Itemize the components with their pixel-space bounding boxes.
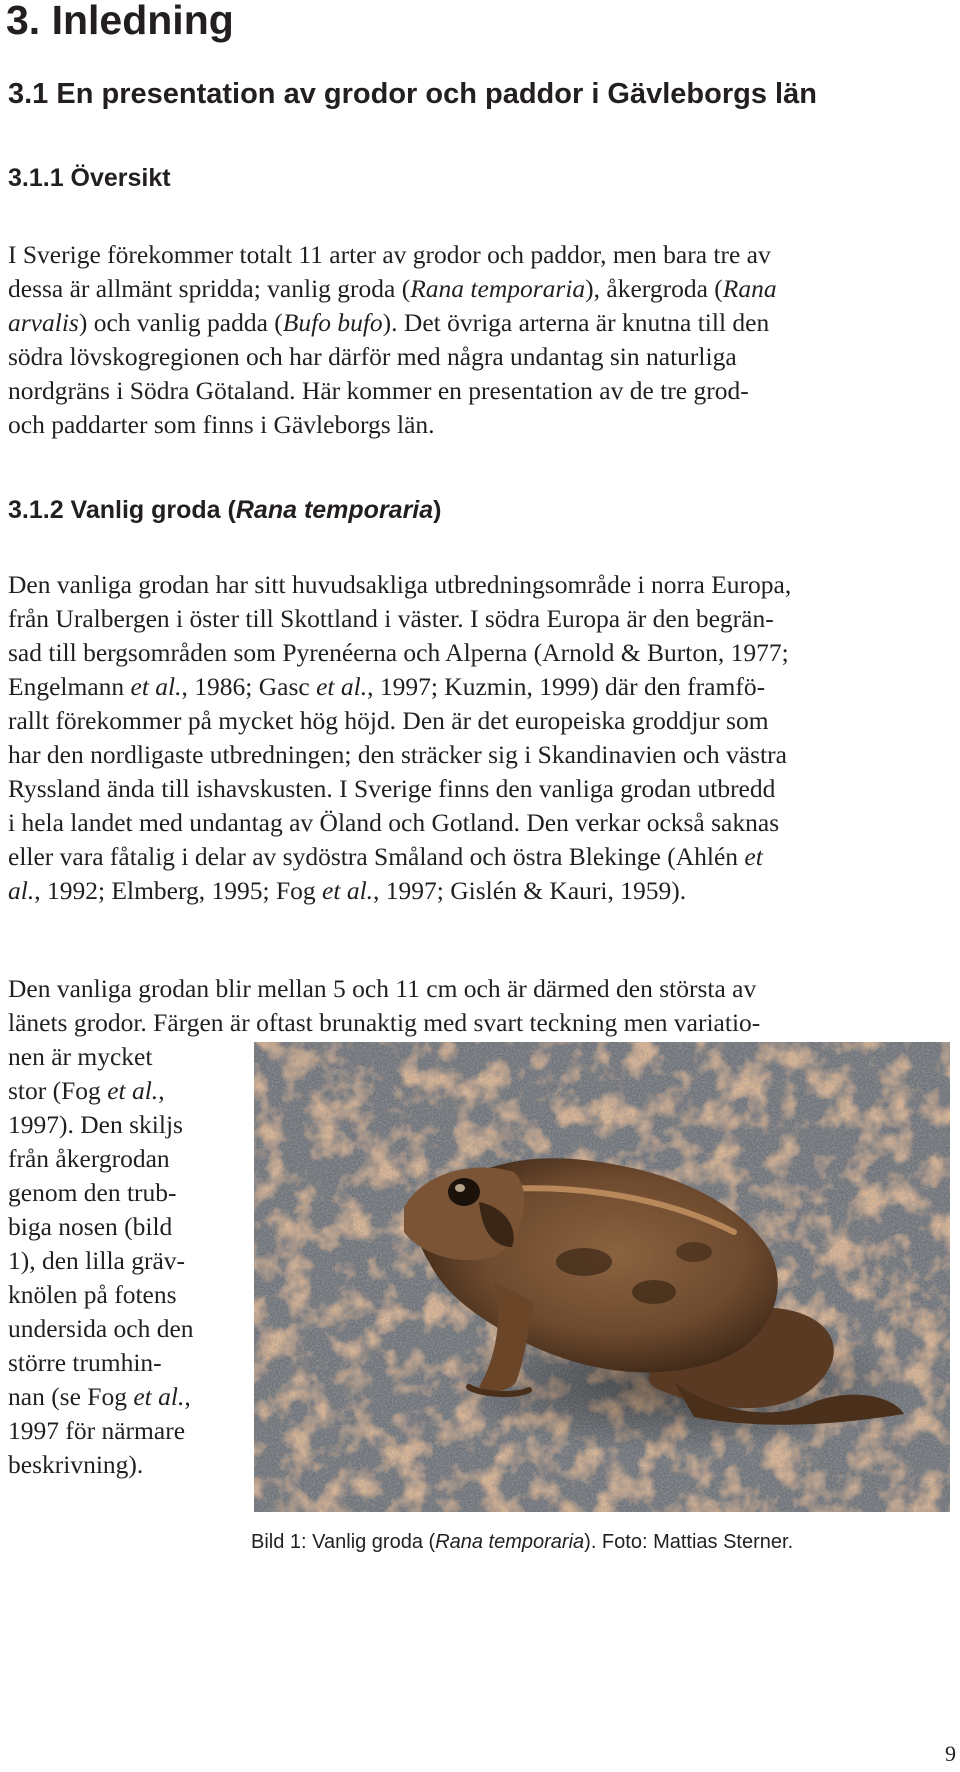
text-line xyxy=(8,568,791,602)
text-line xyxy=(8,806,779,840)
text-line xyxy=(8,1176,177,1210)
text-run: Den vanliga grodan blir mellan 5 och 11 cm och är därmed den största av xyxy=(8,974,757,1003)
caption-prefix: Bild 1: Vanlig groda ( xyxy=(251,1531,436,1553)
text-run: I Sverige förekommer totalt 11 arter av grodor och paddor, men bara tre av xyxy=(8,240,771,269)
text-run: , 1992; Elmberg, 1995; Fog xyxy=(34,876,323,905)
text-line xyxy=(8,602,774,636)
caption-suffix: ). Foto: Mattias Sterner. xyxy=(584,1531,794,1553)
text-line xyxy=(8,636,789,670)
text-line xyxy=(8,1380,191,1414)
text-run: stor (Fog xyxy=(8,1076,108,1105)
text-line xyxy=(8,408,435,442)
text-run: i hela landet med undantag av Öland och Gotland. Den verkar också saknas xyxy=(8,808,780,837)
italic-term: et al. xyxy=(316,672,368,701)
text-run: eller vara fåtalig i delar av sydöstra Småland och östra Blekinge (Ahlén xyxy=(8,842,745,871)
caption-species: Rana temporaria xyxy=(435,1531,585,1553)
text-run: , 1997; Kuzmin, 1999) där den framfö- xyxy=(367,672,766,701)
text-line xyxy=(8,840,763,874)
text-line xyxy=(8,1210,172,1244)
subsection-heading-oversikt: 3.1.1 Översikt xyxy=(8,164,171,192)
text-line xyxy=(8,972,756,1006)
text-run: ), åkergroda ( xyxy=(585,274,723,303)
text-run: , 1986; Gasc xyxy=(181,672,317,701)
text-line xyxy=(8,1244,185,1278)
text-line xyxy=(8,306,769,340)
text-run: biga nosen (bild xyxy=(8,1212,173,1241)
text-run: från åkergrodan xyxy=(8,1144,170,1173)
text-line xyxy=(8,238,771,272)
italic-term: Bufo bufo xyxy=(282,308,383,337)
text-run: Ryssland ända till ishavskusten. I Sverige finns den vanliga grodan utbredd xyxy=(8,774,776,803)
text-run: , 1997; Gislén & Kauri, 1959). xyxy=(373,876,687,905)
italic-term: et xyxy=(744,842,763,871)
heading-prefix: 3.1.2 Vanlig groda ( xyxy=(8,496,236,524)
text-line xyxy=(8,340,737,374)
text-line xyxy=(8,374,749,408)
text-run: 1), den lilla gräv- xyxy=(8,1246,186,1275)
text-line xyxy=(8,670,765,704)
text-run: rallt förekommer på mycket hög höjd. Den är det europeiska groddjur som xyxy=(8,706,769,735)
text-run: har den nordligaste utbredningen; den sträcker sig i Skandinavien och västra xyxy=(8,740,787,769)
text-run: 1997 för närmare xyxy=(8,1416,186,1445)
text-line xyxy=(8,1448,143,1482)
text-line xyxy=(8,1312,194,1346)
text-run: , xyxy=(184,1382,191,1411)
heading-species: Rana temporaria xyxy=(235,496,434,524)
subsection-heading-vanlig-groda xyxy=(8,494,441,526)
text-run: genom den trub- xyxy=(8,1178,177,1207)
italic-term: Rana temporaria xyxy=(410,274,586,303)
italic-term: al. xyxy=(8,876,35,905)
italic-term: et al. xyxy=(133,1382,185,1411)
text-run: undersida och den xyxy=(8,1314,194,1343)
page-number: 9 xyxy=(945,1741,956,1766)
text-run: och paddarter som finns i Gävleborgs län. xyxy=(8,410,435,439)
frog-photo-image xyxy=(254,1042,950,1512)
text-line xyxy=(8,1108,183,1142)
text-line xyxy=(8,1346,162,1380)
text-run: från Uralbergen i öster till Skottland i väster. I södra Europa är den begrän- xyxy=(8,604,774,633)
text-line xyxy=(8,704,769,738)
chapter-heading: 3. Inledning xyxy=(6,0,234,43)
text-run: 1997). Den skiljs xyxy=(8,1110,183,1139)
section-heading: 3.1 En presentation av grodor och paddor i Gävleborgs län xyxy=(8,78,817,110)
text-run: sad till bergsområden som Pyrenéerna och Alperna (Arnold & Burton, 1977; xyxy=(8,638,789,667)
text-run: större trumhin- xyxy=(8,1348,162,1377)
text-run: Den vanliga grodan har sitt huvudsakliga utbredningsområde i norra Europa, xyxy=(8,570,792,599)
text-run: beskrivning). xyxy=(8,1450,144,1479)
text-line xyxy=(8,1278,177,1312)
text-line xyxy=(8,738,787,772)
text-line xyxy=(8,1006,760,1040)
text-run: Engelmann xyxy=(8,672,131,701)
text-line xyxy=(8,1040,152,1074)
text-run: nen är mycket xyxy=(8,1042,153,1071)
text-run: dessa är allmänt spridda; vanlig groda ( xyxy=(8,274,411,303)
text-run: ). Det övriga arterna är knutna till den xyxy=(382,308,770,337)
text-line xyxy=(8,1414,185,1448)
frog-photo xyxy=(254,1042,950,1512)
text-line xyxy=(8,874,686,908)
text-run: södra lövskogregionen och har därför med några undantag sin naturliga xyxy=(8,342,737,371)
italic-term: et al. xyxy=(130,672,182,701)
italic-term: et al. xyxy=(322,876,374,905)
italic-term: et al. xyxy=(107,1076,159,1105)
photo-caption xyxy=(251,1528,793,1556)
text-run: nan (se Fog xyxy=(8,1382,134,1411)
text-run: länets grodor. Färgen är oftast brunaktig med svart teckning men variatio- xyxy=(8,1008,761,1037)
text-run: knölen på fotens xyxy=(8,1280,177,1309)
heading-suffix: ) xyxy=(433,496,442,524)
text-run: nordgräns i Södra Götaland. Här kommer en presentation av de tre grod- xyxy=(8,376,749,405)
text-line xyxy=(8,1074,165,1108)
text-run: ) och vanlig padda ( xyxy=(78,308,283,337)
italic-term: arvalis xyxy=(8,308,79,337)
text-run: , xyxy=(158,1076,165,1105)
text-line xyxy=(8,1142,170,1176)
italic-term: Rana xyxy=(722,274,777,303)
text-line xyxy=(8,272,777,306)
text-line xyxy=(8,772,775,806)
